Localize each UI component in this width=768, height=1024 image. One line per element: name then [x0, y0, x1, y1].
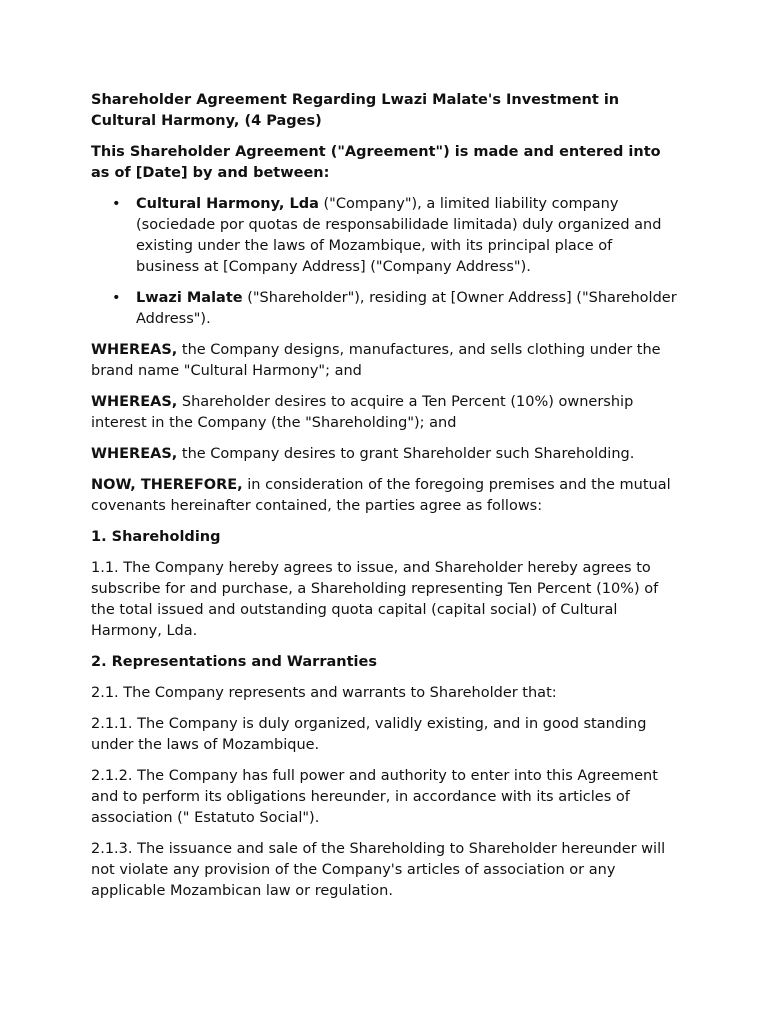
intro-paragraph: This Shareholder Agreement ("Agreement") is made and entered into as of [Date] by and between:	[91, 144, 661, 181]
clause-paragraph: 1.1. The Company hereby agrees to issue, and Shareholder hereby agrees to subscribe for and purchase, a Shareholding representing Ten Percent (10%) of the total issued and outstanding quota capital (capital social) of Cultural Harmony, Lda.	[91, 560, 659, 639]
section-heading: 1. Shareholding	[91, 529, 221, 545]
recital-text: Shareholder desires to acquire a Ten Percent (10%) ownership interest in the Company (the "Shareholding"); and	[91, 394, 634, 431]
recital-paragraph	[91, 340, 678, 382]
clause-paragraph: 2.1.3. The issuance and sale of the Shareholding to Shareholder hereunder will not violate any provision of the Company's articles of association or any applicable Mozambican law or regulation.	[91, 841, 666, 899]
clause-paragraph: 2.1. The Company represents and warrants to Shareholder that:	[91, 685, 557, 701]
recital-paragraph	[91, 392, 678, 434]
party-name: Lwazi Malate	[136, 290, 243, 306]
recital-lead: WHEREAS,	[91, 446, 178, 462]
list-item	[91, 194, 678, 278]
recital-text: in consideration of the foregoing premises and the mutual covenants hereinafter contained, the parties agree as follows:	[91, 477, 671, 514]
clause-paragraph: 2.1.1. The Company is duly organized, validly existing, and in good standing under the laws of Mozambique.	[91, 716, 647, 753]
parties-list	[91, 194, 678, 330]
section-heading: 2. Representations and Warranties	[91, 654, 377, 670]
party-description: ("Company"), a limited liability company (sociedade por quotas de responsabilidade limitada) duly organized and existing under the laws of Mozambique, with its principal place of business at [Company Address] ("Company Address").	[136, 196, 662, 275]
recital-lead: WHEREAS,	[91, 342, 178, 358]
bullet-icon: •	[112, 196, 121, 212]
clause-paragraph: 2.1.2. The Company has full power and authority to enter into this Agreement and to perform its obligations hereunder, in accordance with its articles of association (" Estatuto Social").	[91, 768, 658, 826]
recital-paragraph	[91, 444, 678, 465]
recital-lead: WHEREAS,	[91, 394, 178, 410]
party-name: Cultural Harmony, Lda	[136, 196, 319, 212]
bullet-icon: •	[112, 290, 121, 306]
recital-lead: NOW, THEREFORE,	[91, 477, 243, 493]
party-description: ("Shareholder"), residing at [Owner Address] ("Shareholder Address").	[136, 290, 677, 327]
recital-paragraph	[91, 475, 678, 517]
recital-text: the Company desires to grant Shareholder such Shareholding.	[177, 446, 635, 462]
recital-text: the Company designs, manufactures, and sells clothing under the brand name "Cultural Harmony"; and	[91, 342, 661, 379]
document-title: Shareholder Agreement Regarding Lwazi Malate's Investment in Cultural Harmony, (4 Pages)	[91, 92, 620, 129]
list-item	[91, 288, 678, 330]
